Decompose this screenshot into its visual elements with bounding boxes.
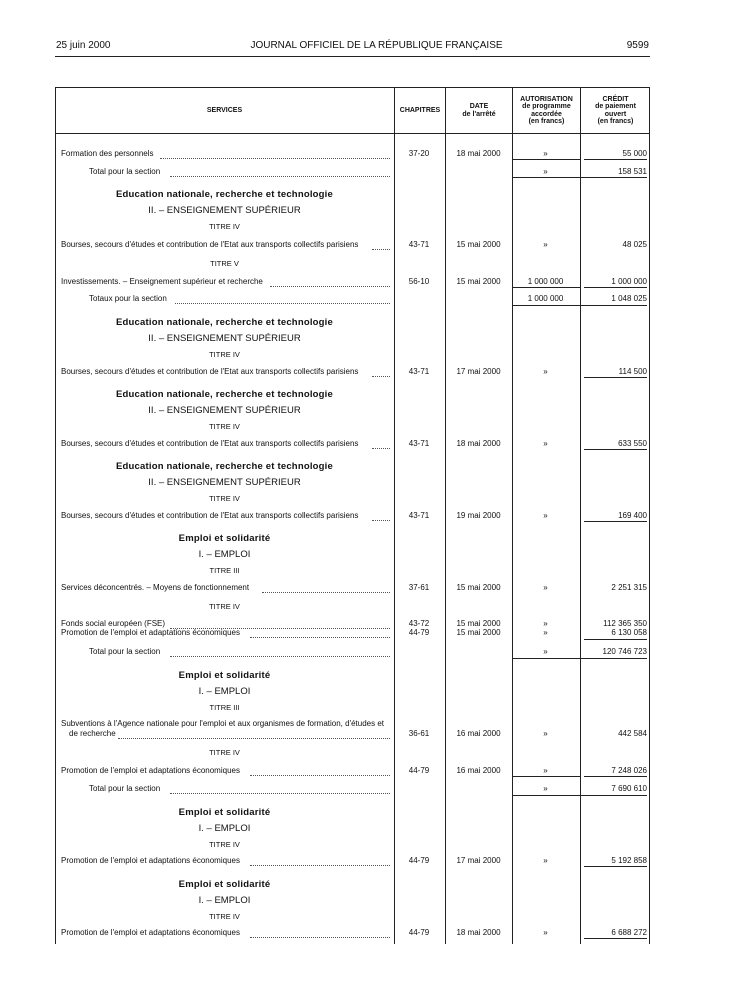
row-label: Bourses, secours d'études et contribution de l'Etat aux transports collectifs parisiens: [61, 367, 359, 376]
section-heading: II. – ENSEIGNEMENT SUPÉRIEUR: [148, 405, 301, 416]
row-date: 16 mai 2000: [456, 729, 501, 738]
row-credit: 55 000: [622, 149, 647, 158]
titre-heading: TITRE IV: [209, 912, 240, 921]
row-credit: 169 400: [618, 511, 647, 520]
row-credit: 112 365 350: [603, 619, 647, 628]
total-label: Total pour la section: [89, 647, 161, 656]
row-credit: 442 584: [618, 729, 647, 738]
row-label: Investissements. – Enseignement supérieur et recherche: [61, 277, 263, 286]
row-credit: 6 688 272: [611, 928, 647, 937]
row-label: Bourses, secours d'études et contribution de l'Etat aux transports collectifs parisiens: [61, 439, 359, 448]
ministry-heading: Emploi et solidarité: [178, 670, 271, 681]
row-date: 16 mai 2000: [456, 766, 501, 775]
row-date: 15 mai 2000: [456, 619, 501, 628]
row-chapitre: 44-79: [408, 766, 430, 775]
row-label: Bourses, secours d'études et contribution de l'Etat aux transports collectifs parisiens: [61, 240, 359, 249]
row-chapitre: 37-20: [408, 149, 430, 158]
row-credit: 2 251 315: [611, 583, 647, 592]
header-rule: [55, 56, 650, 57]
row-autorisation: »: [543, 149, 548, 158]
section-heading: I. – EMPLOI: [198, 549, 251, 560]
total-label: Total pour la section: [89, 167, 161, 176]
row-chapitre: 43-71: [408, 367, 430, 376]
row-label: Promotion de l'emploi et adaptations économiques: [61, 856, 240, 865]
total-autorisation: »: [543, 784, 548, 793]
row-autorisation: 1 000 000: [527, 277, 564, 286]
total-autorisation: »: [543, 167, 548, 176]
row-date: 15 mai 2000: [456, 277, 501, 286]
row-autorisation: »: [543, 928, 548, 937]
col-header-credit: CRÉDIT de paiement ouvert (en francs): [595, 95, 636, 125]
titre-heading: TITRE IV: [209, 222, 240, 231]
titre-heading: TITRE IV: [209, 748, 240, 757]
row-label: Formation des personnels: [61, 149, 154, 158]
row-credit: 1 000 000: [611, 277, 647, 286]
col-header-services: SERVICES: [206, 106, 243, 114]
total-credit: 120 746 723: [602, 647, 647, 656]
total-autorisation: 1 000 000: [527, 294, 564, 303]
titre-heading: TITRE IV: [209, 422, 240, 431]
ministry-heading: Education nationale, recherche et technologie: [116, 389, 333, 400]
row-autorisation: »: [543, 856, 548, 865]
row-chapitre: 44-79: [408, 856, 430, 865]
row-credit: 5 192 858: [611, 856, 647, 865]
row-autorisation: »: [543, 367, 548, 376]
col-divider-autorisation: [580, 87, 581, 944]
row-autorisation: »: [543, 619, 548, 628]
row-date: 18 mai 2000: [456, 149, 501, 158]
header-title: JOURNAL OFFICIEL DE LA RÉPUBLIQUE FRANÇAISE: [250, 40, 503, 51]
row-chapitre: 56-10: [408, 277, 430, 286]
row-date: 17 mai 2000: [456, 856, 501, 865]
row-chapitre: 43-71: [408, 511, 430, 520]
row-credit: 7 248 026: [611, 766, 647, 775]
total-credit: 7 690 610: [611, 784, 647, 793]
row-label-continued: de recherche: [69, 729, 116, 738]
row-date: 15 mai 2000: [456, 583, 501, 592]
table-header-rule: [55, 133, 650, 134]
row-label: Promotion de l'emploi et adaptations économiques: [61, 628, 240, 637]
col-header-chapitres: CHAPITRES: [399, 106, 441, 114]
row-label: Promotion de l'emploi et adaptations économiques: [61, 928, 240, 937]
ministry-heading: Education nationale, recherche et technologie: [116, 317, 333, 328]
titre-heading: TITRE IV: [209, 494, 240, 503]
row-autorisation: »: [543, 583, 548, 592]
row-chapitre: 37-61: [408, 583, 430, 592]
row-autorisation: »: [543, 729, 548, 738]
section-heading: I. – EMPLOI: [198, 823, 251, 834]
col-header-autorisation: AUTORISATION de programme accordée (en francs): [520, 95, 573, 125]
section-heading: I. – EMPLOI: [198, 686, 251, 697]
section-heading: I. – EMPLOI: [198, 895, 251, 906]
total-credit: 1 048 025: [611, 294, 647, 303]
titre-heading: TITRE III: [209, 703, 240, 712]
row-credit: 6 130 058: [611, 628, 647, 637]
row-chapitre: 43-71: [408, 439, 430, 448]
row-credit: 48 025: [622, 240, 647, 249]
row-label: Services déconcentrés. – Moyens de fonctionnement: [61, 583, 250, 592]
row-date: 17 mai 2000: [456, 367, 501, 376]
row-autorisation: »: [543, 628, 548, 637]
titre-heading: TITRE III: [209, 566, 240, 575]
row-label: Subventions à l'Agence nationale pour l'emploi et aux organismes de formation, d'études et: [61, 719, 385, 728]
total-label: Total pour la section: [89, 784, 161, 793]
titre-heading: TITRE IV: [209, 840, 240, 849]
ministry-heading: Emploi et solidarité: [178, 879, 271, 890]
section-heading: II. – ENSEIGNEMENT SUPÉRIEUR: [148, 205, 301, 216]
ministry-heading: Education nationale, recherche et technologie: [116, 461, 333, 472]
row-credit: 114 500: [618, 367, 647, 376]
row-date: 18 mai 2000: [456, 439, 501, 448]
row-chapitre: 43-72: [408, 619, 430, 628]
titre-heading: TITRE V: [210, 259, 239, 268]
row-label: Bourses, secours d'études et contribution de l'Etat aux transports collectifs parisiens: [61, 511, 359, 520]
total-autorisation: »: [543, 647, 548, 656]
col-header-date: DATE de l'arrêté: [462, 103, 496, 118]
total-label: Totaux pour la section: [89, 294, 167, 303]
row-credit: 633 550: [618, 439, 647, 448]
row-chapitre: 36-61: [408, 729, 430, 738]
titre-heading: TITRE IV: [209, 602, 240, 611]
row-autorisation: »: [543, 240, 548, 249]
section-heading: II. – ENSEIGNEMENT SUPÉRIEUR: [148, 333, 301, 344]
row-date: 15 mai 2000: [456, 628, 501, 637]
titre-heading: TITRE IV: [209, 350, 240, 359]
row-autorisation: »: [543, 439, 548, 448]
total-credit: 158 531: [618, 167, 647, 176]
row-label: Promotion de l'emploi et adaptations économiques: [61, 766, 240, 775]
section-heading: II. – ENSEIGNEMENT SUPÉRIEUR: [148, 477, 301, 488]
row-date: 18 mai 2000: [456, 928, 501, 937]
row-date: 15 mai 2000: [456, 240, 501, 249]
ministry-heading: Emploi et solidarité: [178, 807, 271, 818]
row-chapitre: 43-71: [408, 240, 430, 249]
ministry-heading: Education nationale, recherche et technologie: [116, 189, 333, 200]
ministry-heading: Emploi et solidarité: [178, 533, 271, 544]
page-number: 9599: [626, 40, 649, 51]
header-date: 25 juin 2000: [56, 40, 111, 51]
row-chapitre: 44-79: [408, 928, 430, 937]
row-date: 19 mai 2000: [456, 511, 501, 520]
row-chapitre: 44-79: [408, 628, 430, 637]
row-autorisation: »: [543, 511, 548, 520]
row-autorisation: »: [543, 766, 548, 775]
row-label: Fonds social européen (FSE): [61, 619, 166, 628]
